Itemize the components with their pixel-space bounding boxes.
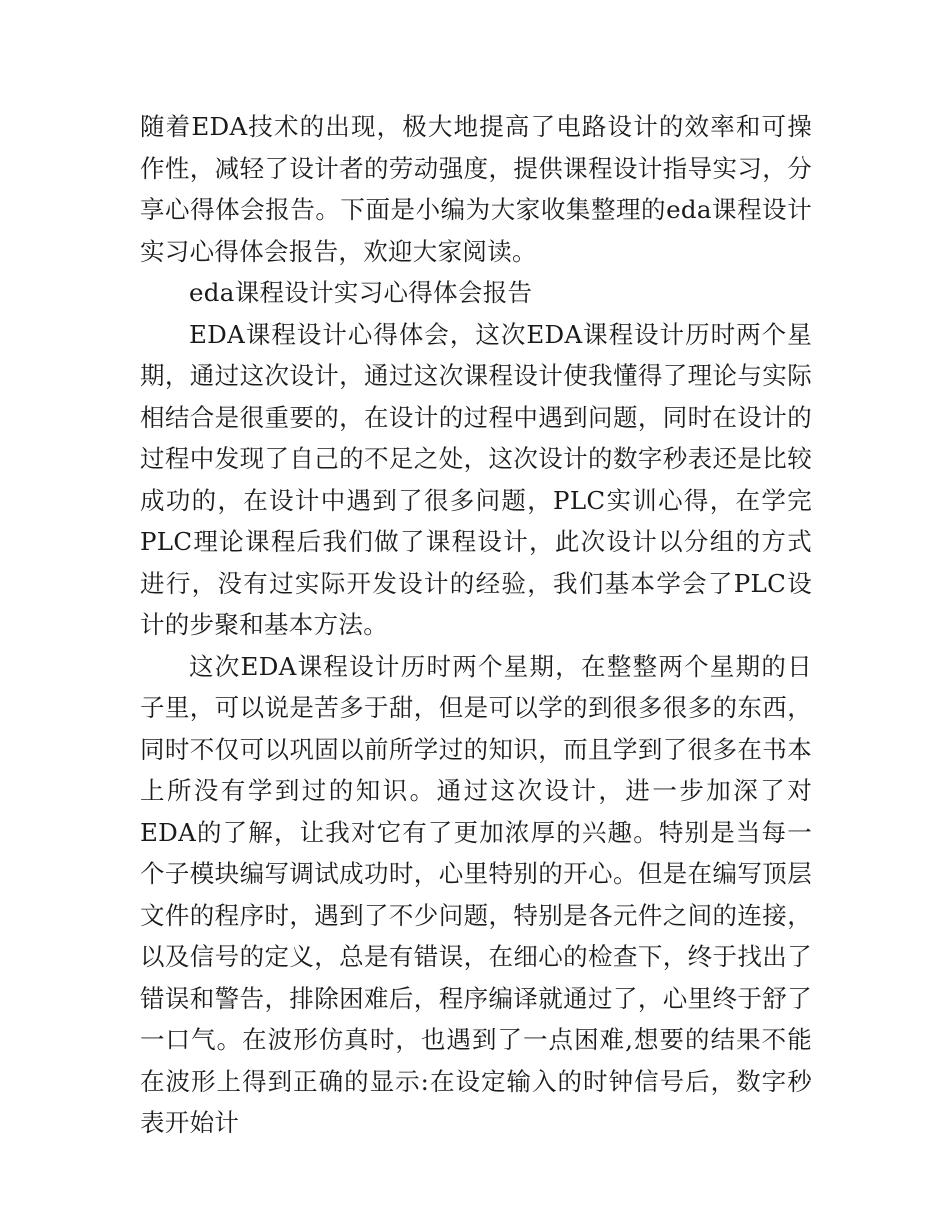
body-paragraph-1: EDA课程设计心得体会，这次EDA课程设计历时两个星期，通过这次设计，通过这次课程设计使我懂得了理论与实际相结合是很重要的，在设计的过程中遇到问题，同时在设计的过程中发现了自己的不足之处，这次设计的数字秒表还是比较成功的，在设计中遇到了很多问题，PLC实训心得，在学完PLC理论课程后我们做了课程设计，此次设计以分组的方式进行，没有过实际开发设计的经验，我们基本学会了PLC设计的步聚和基本方法。 (140, 319, 812, 639)
body-paragraph-2: 这次EDA课程设计历时两个星期，在整整两个星期的日子里，可以说是苦多于甜，但是可以学的到很多很多的东西，同时不仅可以巩固以前所学过的知识，而且学到了很多在书本上所没有学到过的知识。通过这次设计，进一步加深了对EDA的了解，让我对它有了更加浓厚的兴趣。特别是当每一个子模块编写调试成功时，心里特别的开心。但是在编写顶层文件的程序时，遇到了不少问题，特别是各元件之间的连接，以及信号的定义，总是有错误，在细心的检查下，终于找出了错误和警告，排除困难后，程序编译就通过了，心里终于舒了一口气。在波形仿真时，也遇到了一点困难,想要的结果不能在波形上得到正确的显示:在设定输入的时钟信号后，数字秒表开始计 (140, 651, 812, 1137)
intro-paragraph: 随着EDA技术的出现，极大地提高了电路设计的效率和可操作性，减轻了设计者的劳动强度，提供课程设计指导实习，分享心得体会报告。下面是小编为大家收集整理的eda课程设计实习心得体会报告，欢迎大家阅读。 (140, 112, 812, 266)
document-body (140, 106, 812, 1144)
section-title: eda课程设计实习心得体会报告 (189, 278, 533, 307)
